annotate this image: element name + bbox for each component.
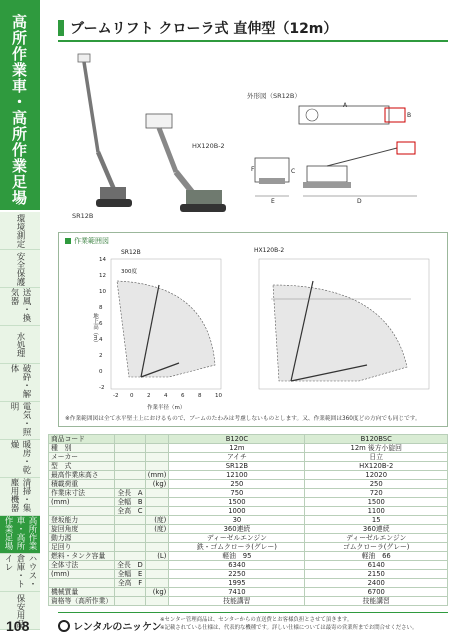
sidebar-tab[interactable]: ハウス・倉庫・トイレ [0,554,40,592]
spec-row [49,471,448,480]
spec-cell-unit: (mm) [145,471,169,480]
y-tick-label: 8 [99,305,103,311]
spec-cell-label [49,507,115,516]
spec-cell-v1: 1000 [169,507,305,516]
spec-cell-v1: 技能講習 [169,597,305,606]
y-tick-label: 14 [99,257,106,263]
spec-cell-v2: B120BSC [305,435,448,444]
spec-cell-v2: 250 [305,480,448,489]
work-range-diagram [59,245,447,415]
y-tick-label: -2 [99,385,105,391]
spec-row [49,552,448,561]
spec-cell-label: 積載荷重 [49,480,115,489]
y-tick-label: 4 [99,337,103,343]
spec-cell-v1: 750 [169,489,305,498]
spec-cell-v1: 鉄・ゴムクローラ(グレー) [169,543,305,552]
spec-cell-v2: 12020 [305,471,448,480]
spec-cell-v1: 30 [169,516,305,525]
spec-cell-label: 型 式 [49,462,115,471]
sidebar-tab[interactable]: 電気・照明 [0,402,40,440]
right-model-label: HX120B-2 [254,247,285,254]
spec-cell-v2: ディーゼルエンジン [305,534,448,543]
spec-cell-v2: 日立 [305,453,448,462]
x-tick-label: 8 [198,393,202,399]
spec-cell-sub: 全幅 B [115,498,146,507]
spec-cell-label: 資格等（高所作業） [49,597,115,606]
spec-cell-v1: 1500 [169,498,305,507]
sidebar-tab[interactable]: 破砕・解体 [0,364,40,402]
spec-cell-v2: 技能講習 [305,597,448,606]
spec-cell-v2: 1100 [305,507,448,516]
spec-cell-v1: 2250 [169,570,305,579]
footer-note-2: ※記載されている仕様は、代表的な機種です。詳しい仕様については最寄の営業所までお問合せください。 [160,625,418,631]
spec-cell-v2: HX120B-2 [305,462,448,471]
footer-divider [58,612,448,613]
spec-cell-v2: ゴムクローラ(グレー) [305,543,448,552]
outline-drawing [247,100,447,210]
sr12b-range-diagram [111,259,221,389]
spec-cell-label: 動力源 [49,534,115,543]
spec-cell-unit: (kg) [145,480,169,489]
spec-cell-unit [145,444,169,453]
spec-cell-unit [145,435,169,444]
spec-cell-sub [115,462,146,471]
title-square-icon [65,238,71,244]
spec-cell-unit [145,489,169,498]
x-tick-label: -2 [113,393,119,399]
spec-cell-label [49,579,115,588]
spec-cell-v2: 720 [305,489,448,498]
spec-cell-sub: 全高 F [115,579,146,588]
hx120b-range-diagram [259,259,429,389]
spec-cell-v2: 15 [305,516,448,525]
spec-cell-v2: 2150 [305,570,448,579]
y-axis-label: 地上高（m） [92,313,98,346]
spec-cell-label: (mm) [49,498,115,507]
spec-cell-v1: 軽油 95 [169,552,305,561]
spec-cell-sub [115,597,146,606]
sidebar-tab[interactable]: 安全保護 [0,250,40,288]
spec-cell-label: 機械質量 [49,588,115,597]
spec-row [49,462,448,471]
page-number: 108 [6,618,30,634]
spec-cell-label: 作業床寸法 [49,489,115,498]
spec-row [49,561,448,570]
dimension-label: B [407,112,412,119]
page-header [58,16,448,42]
logo-ring-icon [58,620,70,632]
x-tick-label: 0 [130,393,134,399]
spec-cell-sub [115,444,146,453]
spec-cell-v2: 12m 後方小旋回 [305,444,448,453]
spec-cell-sub [115,435,146,444]
spec-cell-unit [145,462,169,471]
spec-row [49,444,448,453]
spec-row [49,534,448,543]
spec-cell-unit: (kg) [145,588,169,597]
sidebar-tabs [0,212,40,630]
spec-row [49,525,448,534]
outline-title: 外形図（SR12B） [247,92,301,100]
spec-cell-sub: 全長 A [115,489,146,498]
left-model-label: SR12B [121,249,141,256]
sidebar-tab[interactable]: 送風・換気器 [0,288,40,326]
sidebar-category-title: 高所作業車・高所作業足場 [0,0,40,210]
spec-cell-unit [145,597,169,606]
logo-text: レンタルのニッケン [73,622,162,633]
spec-cell-sub: 全幅 E [115,570,146,579]
dimension-label: D [357,198,362,205]
spec-cell-v1: 7410 [169,588,305,597]
spec-cell-unit [145,534,169,543]
spec-cell-v2: 6140 [305,561,448,570]
spec-cell-unit [145,570,169,579]
spec-cell-v2: 360連続 [305,525,448,534]
y-tick-label: 6 [99,321,103,327]
spec-cell-label: 旋回角度 [49,525,115,534]
spec-row [49,516,448,525]
sidebar-tab[interactable]: 清掃・集塵用機器 [0,478,40,516]
spec-row [49,588,448,597]
spec-cell-v1: アイチ [169,453,305,462]
spec-cell-v2: 軽油 66 [305,552,448,561]
sidebar-tab[interactable]: 高所作業車・高所作業足場 [0,516,40,554]
sr12b-photo [78,54,132,207]
spec-cell-sub [115,471,146,480]
spec-cell-sub [115,516,146,525]
dimension-label: A [343,102,348,109]
spec-cell-v1: 12m [169,444,305,453]
spec-row [49,453,448,462]
company-logo [58,618,161,633]
spec-cell-sub [115,525,146,534]
spec-cell-label: (mm) [49,570,115,579]
sr12b-caption: SR12B [72,212,94,220]
spec-cell-label: 最高作業床高さ [49,471,115,480]
outline-drawing-svg [247,100,447,210]
work-range-panel [58,232,448,427]
spec-cell-unit [145,561,169,570]
spec-cell-unit [145,498,169,507]
title-marker [58,20,64,36]
spec-cell-label: 商品コード [49,435,115,444]
spec-cell-unit [145,453,169,462]
spec-cell-unit: (度) [145,525,169,534]
spec-cell-sub [115,552,146,561]
sidebar-tab[interactable]: 環境測定 [0,212,40,250]
spec-cell-sub [115,588,146,597]
spec-cell-v1: 250 [169,480,305,489]
spec-cell-unit [145,543,169,552]
spec-row [49,543,448,552]
spec-cell-v1: 6340 [169,561,305,570]
page-title: ブームリフト クローラ式 直伸型（12m） [70,21,338,37]
sidebar [0,0,40,644]
spec-cell-unit [145,507,169,516]
work-range-note: ※作業範囲図は全て水平堅土上におけるもので、ブームのたわみは考慮しないものとします。又、作業範囲は360度どの方向でも同じです。 [65,416,421,422]
spec-row [49,507,448,516]
spec-cell-unit [145,579,169,588]
product-photos [58,52,238,222]
spec-cell-label: 登坂能力 [49,516,115,525]
spec-cell-unit: (L) [145,552,169,561]
spec-cell-label: 足回り [49,543,115,552]
spec-row [49,579,448,588]
spec-cell-label: 燃料・タンク容量 [49,552,115,561]
spec-cell-unit: (度) [145,516,169,525]
spec-row [49,498,448,507]
spec-row [49,489,448,498]
spec-row [49,597,448,606]
spec-cell-v2: 6700 [305,588,448,597]
spec-row [49,435,448,444]
spec-cell-v1: ディーゼルエンジン [169,534,305,543]
y-tick-label: 10 [99,289,106,295]
spec-cell-sub [115,543,146,552]
x-tick-label: 2 [147,393,151,399]
spec-cell-v1: SR12B [169,462,305,471]
spec-row [49,480,448,489]
x-tick-label: 10 [215,393,222,399]
footer-note-1: ※センター管理商品は、センターからの直送費とお客様負担とさせて頂きます。 [160,617,353,623]
angle-label: 300度 [121,269,137,275]
spec-cell-v1: 1995 [169,579,305,588]
spec-cell-label: 全体寸法 [49,561,115,570]
spec-table [48,434,448,606]
dimension-label: E [271,198,275,205]
y-tick-label: 12 [99,273,106,279]
spec-cell-v2: 2400 [305,579,448,588]
spec-cell-v1: 360連続 [169,525,305,534]
footer-notes [160,616,417,632]
spec-cell-label: メーカー [49,453,115,462]
spec-cell-v1: B120C [169,435,305,444]
sidebar-tab[interactable]: 暖房・乾燥 [0,440,40,478]
sidebar-tab[interactable]: 水処理 [0,326,40,364]
spec-cell-sub: 全高 C [115,507,146,516]
y-tick-label: 0 [99,369,103,375]
dimension-label: C [291,168,296,175]
dimension-label: F [251,166,255,173]
x-tick-label: 4 [164,393,168,399]
work-range-title-text: 作業範囲図 [74,237,109,245]
spec-cell-sub [115,480,146,489]
sidebar-tab[interactable]: 保安用品 [0,592,40,630]
spec-cell-v2: 1500 [305,498,448,507]
y-tick-label: 2 [99,353,103,359]
boom-lift-photos [58,52,238,222]
hx120b-photo [146,114,226,212]
spec-row [49,570,448,579]
hx120b-caption: HX120B-2 [192,142,225,150]
x-tick-label: 6 [181,393,185,399]
x-axis-label: 作業半径（m） [147,405,186,411]
spec-cell-sub [115,534,146,543]
spec-cell-v1: 12100 [169,471,305,480]
spec-cell-sub: 全長 D [115,561,146,570]
spec-cell-label: 種 別 [49,444,115,453]
spec-cell-sub [115,453,146,462]
